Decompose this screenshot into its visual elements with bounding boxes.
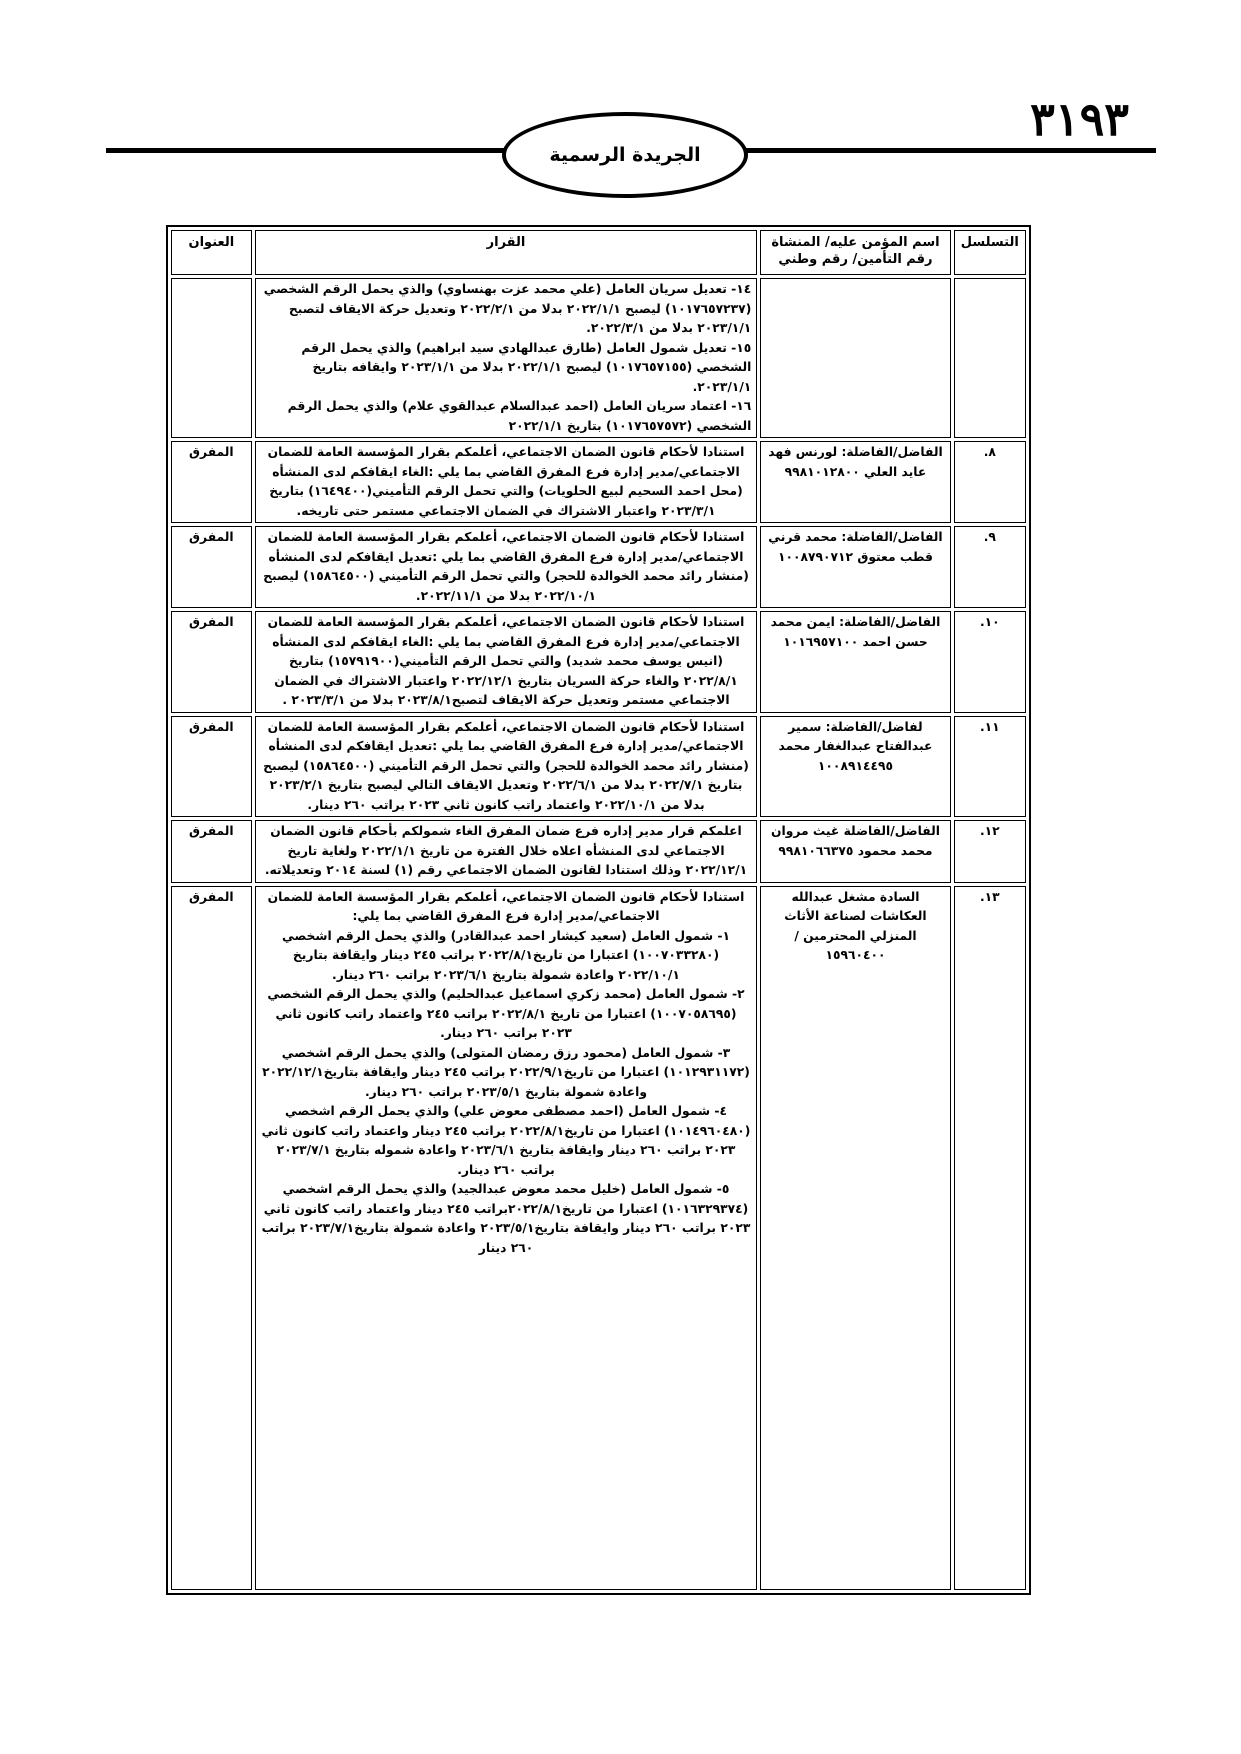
cell-serial: ١١. [954, 716, 1026, 818]
cell-address: المفرق [171, 526, 252, 608]
blank-space [261, 1258, 752, 1588]
page-number: ٣١٩٣ [1030, 92, 1129, 146]
cell-address: المفرق [171, 820, 252, 883]
decision-item: ٣- شمول العامل (محمود رزق رمضان المتولى) والذي يحمل الرقم اشخصي (١٠١٢٩٣١١٧٢) اعتبارا من تاريخ٢٠٢٢/٩/١ براتب ٢٤٥ دينار وايقافة بتاريخ٢٠٢٢/١٢/١ واعادة شمولة بتاريخ ٢٠٢٣/٥/١ براتب ٢٦٠ دينار. [262, 1045, 750, 1099]
cell-serial: ١٠. [954, 611, 1026, 713]
cell-decision: استنادا لأحكام قانون الضمان الاجتماعي، أعلمكم بقرار المؤسسة العامة للضمان الاجتماعي/مدير إدارة فرع المفرق القاضي بما يلي :تعديل ايقافكم لدى المنشأه (منشار رائد محمد الخوالدة للحجر) والتي تحمل الرقم التأميني (١٥٨٦٤٥٠٠) ليصبح ٢٠٢٢/١٠/١ بدلا من ٢٠٢٢/١١/١. [255, 526, 758, 608]
cell-name: الفاضل/الفاضلة: ايمن محمد حسن احمد ١٠١٦٩٥٧١٠٠ [760, 611, 950, 713]
cell-name: السادة مشغل عبدالله العكاشات لصناعة الأثاث المنزلي المحترمين / ١٥٩٦٠٤٠٠ [760, 886, 950, 1591]
cell-decision: اعلمكم قرار مدير إداره فرع ضمان المفرق الغاء شمولكم بأحكام قانون الضمان الاجتماعي لدى المنشأه اعلاه خلال الفترة من تاريخ ٢٠٢٢/١/١ ولغاية تاريخ ٢٠٢٢/١٢/١ وذلك استنادا لقانون الضمان الاجتماعي رقم (١) لسنة ٢٠١٤ وتعديلاته. [255, 820, 758, 883]
cell-serial [954, 278, 1026, 438]
col-header-address: العنوان [171, 230, 252, 275]
table-row [171, 716, 1026, 818]
decision-item: ١٦- اعتماد سريان العامل (احمد عبدالسلام عبدالقوي علام) والذي يحمل الرقم الشخصي (١٠١٧٦٥٧٥٧٢) بتاريخ ٢٠٢٢/١/١ [287, 399, 752, 433]
table-row-continued [171, 278, 1026, 438]
table-row [171, 611, 1026, 713]
decision-intro: استنادا لأحكام قانون الضمان الاجتماعي، أعلمكم بقرار المؤسسة العامة للضمان الاجتماعي/مدير إدارة فرع المفرق القاضي بما يلي: [267, 889, 745, 923]
table-row [171, 886, 1026, 1591]
decision-item: ٤- شمول العامل (احمد مصطفى معوض علي) والذي يحمل الرقم اشخصي (١٠١٤٩٦٠٤٨٠) اعتبارا من تاريخ٢٠٢٢/٨/١ براتب ٢٤٥ دينار واعتماد راتب كانون ثاني ٢٠٢٣ براتب ٢٦٠ دينار وايقافة بتاريخ ٢٠٢٣/٦/١ واعادة شموله بتاريخ ٢٠٢٣/٧/١ براتب ٢٦٠ دينار. [261, 1104, 751, 1177]
col-header-name: اسم المؤمن عليه/ المنشاة رقم التأمين/ رقم وطني [760, 230, 950, 275]
col-header-serial: التسلسل [954, 230, 1026, 275]
cell-decision [255, 278, 758, 438]
cell-serial: ١٣. [954, 886, 1026, 1591]
cell-name: الفاضل/الفاضلة: محمد قرني قطب معتوق ١٠٠٨٧٩٠٧١٢ [760, 526, 950, 608]
cell-decision [255, 886, 758, 1591]
cell-name: لفاضل/الفاضلة: سمير عبدالفتاح عبدالغفار محمد ١٠٠٨٩١٤٤٩٥ [760, 716, 950, 818]
cell-address: المفرق [171, 886, 252, 1591]
decision-item: ١٤- تعديل سريان العامل (علي محمد عزت بهنساوي) والذي يحمل الرقم الشخصي (١٠١٧٦٥٧٢٣٧) ليصبح ٢٠٢٢/١/١ بدلا من ٢٠٢٢/٢/١ وتعديل حركة الايقاف لتصبح ٢٠٢٣/١/١ بدلا من ٢٠٢٢/٣/١. [263, 282, 752, 335]
cell-address: المفرق [171, 716, 252, 818]
table-row [171, 526, 1026, 608]
gazette-title: الجريدة الرسمية [502, 112, 748, 198]
cell-serial: ٩. [954, 526, 1026, 608]
cell-serial: ٨. [954, 441, 1026, 523]
cell-serial: ١٢. [954, 820, 1026, 883]
col-header-decision: القرار [255, 230, 758, 275]
cell-decision: استنادا لأحكام قانون الضمان الاجتماعي، أعلمكم بقرار المؤسسة العامة للضمان الاجتماعي/مدير إدارة فرع المفرق القاضي بما يلي :الغاء ايقافكم لدى المنشأه (انيس يوسف محمد شديد) والتي تحمل الرقم التأميني(١٥٧٩١٩٠٠) بتاريخ ٢٠٢٢/٨/١ والغاء حركة السريان بتاريخ ٢٠٢٢/١٢/١ واعتبار الاشتراك في الضمان الاجتماعي مستمر وتعديل حركة الايقاف لتصبح٢٠٢٣/٨/١ بدلا من ٢٠٢٣/٣/١ . [255, 611, 758, 713]
decisions-table [166, 225, 1031, 1595]
table-row [171, 441, 1026, 523]
cell-name: الفاضل/الفاضلة غيث مروان محمد محمود ٩٩٨١٠٦٦٣٧٥ [760, 820, 950, 883]
decision-item: ٥- شمول العامل (خليل محمد معوض عبدالجيد) والذي يحمل الرقم اشخصي (١٠١٦٣٢٩٣٧٤) اعتبارا من تاريخ٢٠٢٢/٨/١براتب ٢٤٥ دينار واعتماد راتب كانون ثاني ٢٠٢٣ براتب ٢٦٠ دينار وايقافة بتاريخ٢٠٢٣/٥/١ واعادة شمولة بتاريخ٢٠٢٣/٧/١ براتب ٢٦٠ دينار [261, 1182, 751, 1255]
cell-address [171, 278, 252, 438]
cell-name: الفاضل/الفاضلة: لورنس فهد عايد العلي ٩٩٨١٠١٢٨٠٠ [760, 441, 950, 523]
cell-decision: استنادا لأحكام قانون الضمان الاجتماعي، أعلمكم بقرار المؤسسة العامة للضمان الاجتماعي/مدير إدارة فرع المفرق القاضي بما يلي :تعديل ايقافكم لدى المنشأه (منشار رائد محمد الخوالدة للحجر) والتي تحمل الرقم التأميني (١٥٨٦٤٥٠٠) ليصبح بتاريخ ٢٠٢٢/٧/١ بدلا من ٢٠٢٢/٦/١ وتعديل الايقاف التالي ليصبح بتاريخ ٢٠٢٣/٢/١ بدلا من ٢٠٢٢/١٠/١ واعتماد راتب كانون ثاني ٢٠٢٣ براتب ٢٦٠ دينار. [255, 716, 758, 818]
cell-name [760, 278, 950, 438]
decision-item: ٢- شمول العامل (محمد زكري اسماعيل عبدالحليم) والذي يحمل الرقم الشخصي (١٠٠٧٠٥٨٦٩٥) اعتبارا من تاريخ ٢٠٢٢/٨/١ براتب ٢٤٥ واعتماد راتب كانون ثاني ٢٠٢٣ براتب ٢٦٠ دينار. [267, 987, 745, 1040]
decision-item: ١٥- تعديل شمول العامل (طارق عبدالهادي سيد ابراهيم) والذي يحمل الرقم الشخصي (١٠١٧٦٥٧١٥٥) ليصبح ٢٠٢٢/١/١ بدلا من ٢٠٢٣/١/١ وايقافه بتاريخ ٢٠٢٣/١/١. [301, 340, 752, 394]
decision-item: ١- شمول العامل (سعيد كيشار احمد عبدالقادر) والذي يحمل الرقم اشخصي (١٠٠٧٠٣٣٢٨٠) اعتبارا من تاريخ٢٠٢٢/٨/١ براتب ٢٤٥ دينار وايقافة بتاريخ ٢٠٢٢/١٠/١ واعادة شمولة بتاريخ ٢٠٢٣/٦/١ براتب ٢٦٠ دينار. [282, 928, 730, 982]
cell-decision: استنادا لأحكام قانون الضمان الاجتماعي، أعلمكم بقرار المؤسسة العامة للضمان الاجتماعي/مدير إدارة فرع المفرق القاضي بما يلي :الغاء ايقافكم لدى المنشأه (محل احمد السحيم لبيع الحلويات) والتي تحمل الرقم التأميني(١٦٤٩٤٠٠) بتاريخ ٢٠٢٣/٣/١ واعتبار الاشتراك في الضمان الاجتماعي مستمر حتى تاريخه. [255, 441, 758, 523]
table-header-row [171, 230, 1026, 275]
cell-address: المفرق [171, 441, 252, 523]
cell-address: المفرق [171, 611, 252, 713]
table-row [171, 820, 1026, 883]
